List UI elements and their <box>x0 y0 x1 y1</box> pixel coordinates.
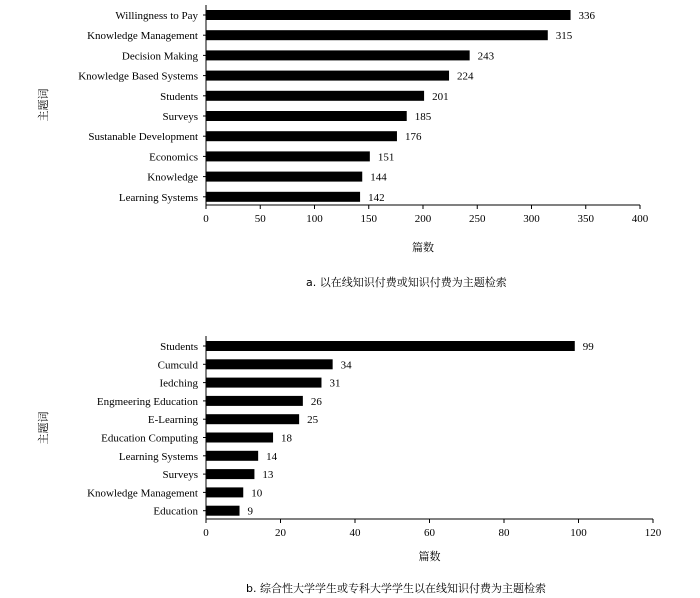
x-tick-label: 80 <box>498 527 510 539</box>
category-label: Students <box>160 341 198 353</box>
bar <box>206 172 362 182</box>
y-axis-label: 主题词 <box>37 411 50 445</box>
bar <box>206 506 240 516</box>
x-tick-label: 120 <box>644 527 662 539</box>
bar <box>206 131 397 141</box>
category-label: Knowledge Based Systems <box>78 70 198 83</box>
data-label: 185 <box>414 111 432 123</box>
data-label: 201 <box>432 90 449 103</box>
category-label: Economics <box>149 151 198 164</box>
data-label: 315 <box>555 30 573 43</box>
x-tick-label: 300 <box>523 213 540 225</box>
category-label: Surveys <box>162 469 198 482</box>
bar <box>206 151 370 161</box>
x-tick-label: 400 <box>631 213 649 225</box>
category-label: Decision Making <box>121 50 198 63</box>
x-tick-label: 0 <box>203 527 209 539</box>
bar <box>206 50 470 60</box>
bar <box>206 91 424 101</box>
x-tick-label: 20 <box>275 527 286 539</box>
x-tick-label: 200 <box>414 213 432 225</box>
category-label: Engmeering Education <box>96 395 198 408</box>
category-label: E-Learning <box>147 414 198 427</box>
chart-a <box>36 5 649 289</box>
data-label: 9 <box>247 505 254 518</box>
y-axis-label: 主题词 <box>37 88 50 122</box>
x-tick-label: 40 <box>349 527 361 539</box>
data-label: 31 <box>329 377 341 390</box>
category-label: Education Computing <box>101 432 198 445</box>
x-tick-label: 250 <box>469 213 486 225</box>
category-label: Education <box>153 505 198 518</box>
data-label: 10 <box>251 487 263 500</box>
data-label: 224 <box>457 70 474 83</box>
category-label: Knowledge Management <box>87 487 198 500</box>
data-label: 336 <box>578 10 596 22</box>
x-tick-label: 60 <box>424 527 435 539</box>
x-axis-label: 篇数 <box>412 241 434 254</box>
figure-caption: b. 综合性大学学生或专科大学学生以在线知识付费为主题检索 <box>246 582 546 595</box>
bar <box>206 451 258 461</box>
category-label: Learning Systems <box>118 450 198 463</box>
x-tick-label: 150 <box>360 213 377 225</box>
data-label: 14 <box>266 450 278 463</box>
bar <box>206 10 571 20</box>
bar <box>206 378 321 388</box>
category-label: Knowledge <box>147 171 198 184</box>
chart-b <box>36 336 662 595</box>
x-tick-label: 100 <box>570 527 587 539</box>
category-label: Surveys <box>162 111 198 123</box>
bar <box>206 414 299 424</box>
bar <box>206 433 273 443</box>
bar <box>206 359 333 369</box>
x-tick-label: 100 <box>306 213 323 225</box>
category-label: Knowledge Management <box>87 30 198 43</box>
x-axis-label: 篇数 <box>418 550 441 563</box>
bar <box>206 30 548 40</box>
bar <box>206 396 303 406</box>
data-label: 151 <box>377 151 395 164</box>
x-tick-label: 0 <box>203 213 209 225</box>
data-label: 144 <box>370 171 387 184</box>
category-label: Sustanable Development <box>88 131 198 144</box>
data-label: 26 <box>310 395 322 408</box>
bar <box>206 487 243 497</box>
category-label: Students <box>160 90 198 103</box>
data-label: 99 <box>582 341 594 353</box>
figure-caption: a. 以在线知识付费或知识付费为主题检索 <box>306 276 507 289</box>
data-label: 176 <box>404 131 422 144</box>
x-tick-label: 50 <box>254 213 266 225</box>
data-label: 18 <box>281 432 293 445</box>
bar <box>206 469 254 479</box>
bar <box>206 111 407 121</box>
data-label: 243 <box>477 50 495 63</box>
data-label: 25 <box>307 414 319 427</box>
bar <box>206 192 360 202</box>
category-label: Learning Systems <box>118 191 198 204</box>
x-tick-label: 350 <box>577 213 594 225</box>
category-label: Cumculd <box>157 359 198 372</box>
category-label: Iedching <box>159 377 198 390</box>
data-label: 34 <box>340 359 352 372</box>
bar <box>206 71 449 81</box>
bar <box>206 341 575 351</box>
data-label: 13 <box>262 469 274 482</box>
category-label: Willingness to Pay <box>115 10 198 22</box>
data-label: 142 <box>368 191 385 204</box>
